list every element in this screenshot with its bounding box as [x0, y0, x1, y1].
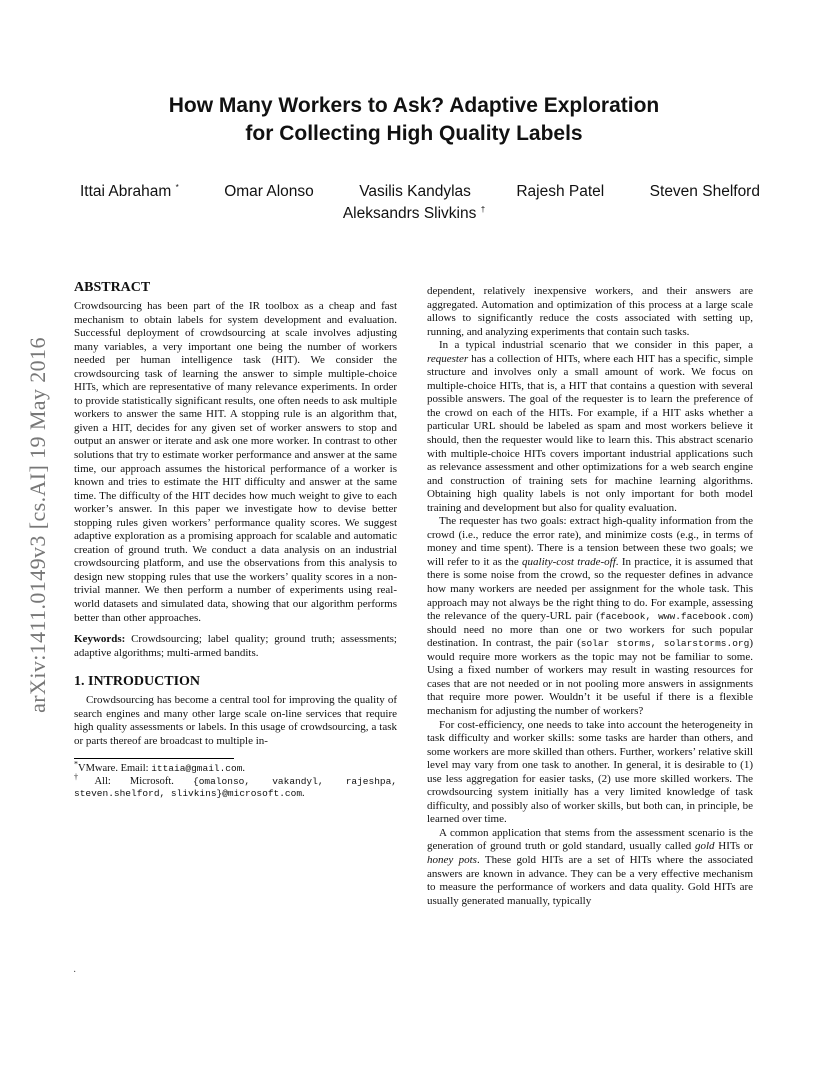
page-mark: · — [73, 967, 77, 978]
keywords-label: Keywords: — [74, 633, 126, 646]
email-addresses: {omalonso, vakandyl, rajeshpa, steven.shelford, slivkins}@microsoft.com — [74, 775, 397, 800]
paper-title — [0, 92, 828, 148]
body-paragraph: For cost-efficiency, one needs to take into account the heterogeneity in task difficulty and worker skills: some tasks are harder than others, and some workers are more skilled than others. Further, workers’ relative skill level may vary from one task to another. In general, it is desirable to (1) use less aggregation for easier tasks, (2) use more skilled workers. The crowdsourcing system initially has a very limited knowledge of task difficulty, and possibly also of worker skills, but both can, in principle, be learned over time. — [427, 718, 753, 826]
abstract-text: Crowdsourcing has been part of the IR toolbox as a cheap and fast mechanism to obtain labels for system development and evaluation. Successful deployment of crowdsourcing at scale involves adjusting many variables, a very important one being the number of workers needed per human intelligence task (HIT). We consider the crowdsourcing task of learning the answer to simple multiple-choice HITs, which are representative of many relevance experiments. In order to provide statistically significant results, one often needs to ask multiple workers to answer the same HIT. A stopping rule is an algorithm that, given a HIT, decides for any given set of worker answers to stop and output an answer or iterate and ask one more worker. In contrast to other solutions that try to estimate worker performance and answer at the same time, our approach assumes the historical performance of a worker is known and tries to estimate the HIT difficulty and answer at the same time. The difficulty of the HIT decides how much weight to give to each worker’s answer. In this paper we investigate how to devise better stopping rules given workers’ performance quality scores. We suggest adaptive exploration as a promising approach for scalable and automatic creation of ground truth. We conduct a data analysis on an industrial crowdsourcing platform, and use the observations from this analysis to design new stopping rules that use the workers’ quality scores in a non-trivial manner. We then perform a number of experiments using real-world datasets and simulated data, showing that our algorithm performs better than other approaches. — [74, 300, 397, 624]
intro-paragraph: Crowdsourcing has become a central tool for improving the quality of search engines and many other large scale on-line services that require high quality assessments or labels. In this usage of crowdsourcing, a task or parts thereof are broadcast to multiple in- — [74, 694, 397, 747]
keywords — [74, 633, 397, 660]
footnote-rule — [74, 758, 234, 759]
email-address: ittaia@gmail.com — [151, 763, 243, 775]
arxiv-sidebar-stamp: arXiv:1411.0149v3 [cs.AI] 19 May 2016 — [25, 337, 50, 713]
body-paragraph: A common application that stems from the assessment scenario is the generation of ground truth or gold standard, usually called gold HITs or honey pots. These gold HITs are a set of HITs where the associated answers are known in advance. They can be a very effective mechanism to measure the performance of workers and data quality. Gold HITs are usually generated manually, typically — [427, 826, 753, 907]
affiliation-mark: * — [175, 182, 179, 192]
code-text: solar storms, solarstorms.org — [580, 638, 750, 650]
author-name: Aleksandrs Slivkins † — [342, 204, 486, 222]
body-paragraph: The requester has two goals: extract high-quality information from the crowd (i.e., reduce the error rate), and minimize costs (e.g., in terms of money and time spent). There is a tension between these two goals; we will refer to it as the quality-cost trade-off. In practice, it is assumed that there is some noise from the crowd, so the requester defines in advance how many workers are needed per assignment for the whole task. This approach may not always be the right thing to do. For example, assessing the relevance of the query-URL pair (facebook, www.facebook.com) should need no more than one or two workers for such popular destination. In contrast, the pair (solar storms, solarstorms.org) would require more workers as the topic may not be familiar to some. Using a fixed number of workers may result in wasting resources for cases that are not needed or in not pooling more answers in assignments that require more power. Wouldn’t it be useful if there is a flexible mechanism for adjusting the number of workers? — [427, 515, 753, 717]
footnote-1: *VMware. Email: ittaia@gmail.com. — [74, 759, 246, 775]
author-list — [80, 183, 760, 201]
abstract-heading: ABSTRACT — [74, 280, 151, 295]
author-name: Rajesh Patel — [516, 183, 605, 200]
footnote-2: †All: Microsoft. {omalonso, vakandyl, rajeshpa, steven.shelford, slivkins}@microsoft.com. — [74, 772, 397, 800]
author-name: Omar Alonso — [224, 183, 314, 200]
author-name: Steven Shelford — [649, 183, 760, 200]
right-column — [427, 285, 753, 908]
author-name: Vasilis Kandylas — [359, 183, 471, 200]
left-column — [74, 280, 397, 801]
title-line-2: for Collecting High Quality Labels — [245, 122, 583, 145]
introduction-heading: 1. INTRODUCTION — [74, 674, 201, 690]
code-text: facebook, www.facebook.com — [599, 611, 750, 623]
author-name: Ittai Abraham * — [80, 182, 179, 200]
keywords-text: Crowdsourcing; label quality; ground truth; assessments; adaptive algorithms; multi-armed bandits. — [74, 633, 397, 659]
title-line-1: How Many Workers to Ask? Adaptive Exploration — [168, 94, 660, 117]
body-paragraph: dependent, relatively inexpensive workers, and their answers are aggregated. Automation and optimization of this process at a large scale allows to significantly reduce the costs associated with setting up, running, and analyzing experiments that contain such tasks. — [427, 285, 753, 338]
affiliation-mark: † — [480, 204, 486, 214]
body-paragraph: In a typical industrial scenario that we consider in this paper, a requester has a collection of HITs, where each HIT has a specific, simple structure and involves only a small amount of work. We focus on multiple-choice HITs, that is, a HIT that contains a question with several possible answers. The goal of the requester is to learn the preference of the crowd on each of the HITs. For example, if a HIT asks whether a particular URL should be labeled as spam and most workers believe it should, then the requester would like to learn this. This abstract scenario with multiple-choice HITs covers important industrial applications such as relevance assessment and other optimizations for a web search engine and construction of training sets for machine learning algorithms. Obtaining high quality labels is not only important for both model training and development but also for quality evaluation. — [427, 339, 753, 514]
